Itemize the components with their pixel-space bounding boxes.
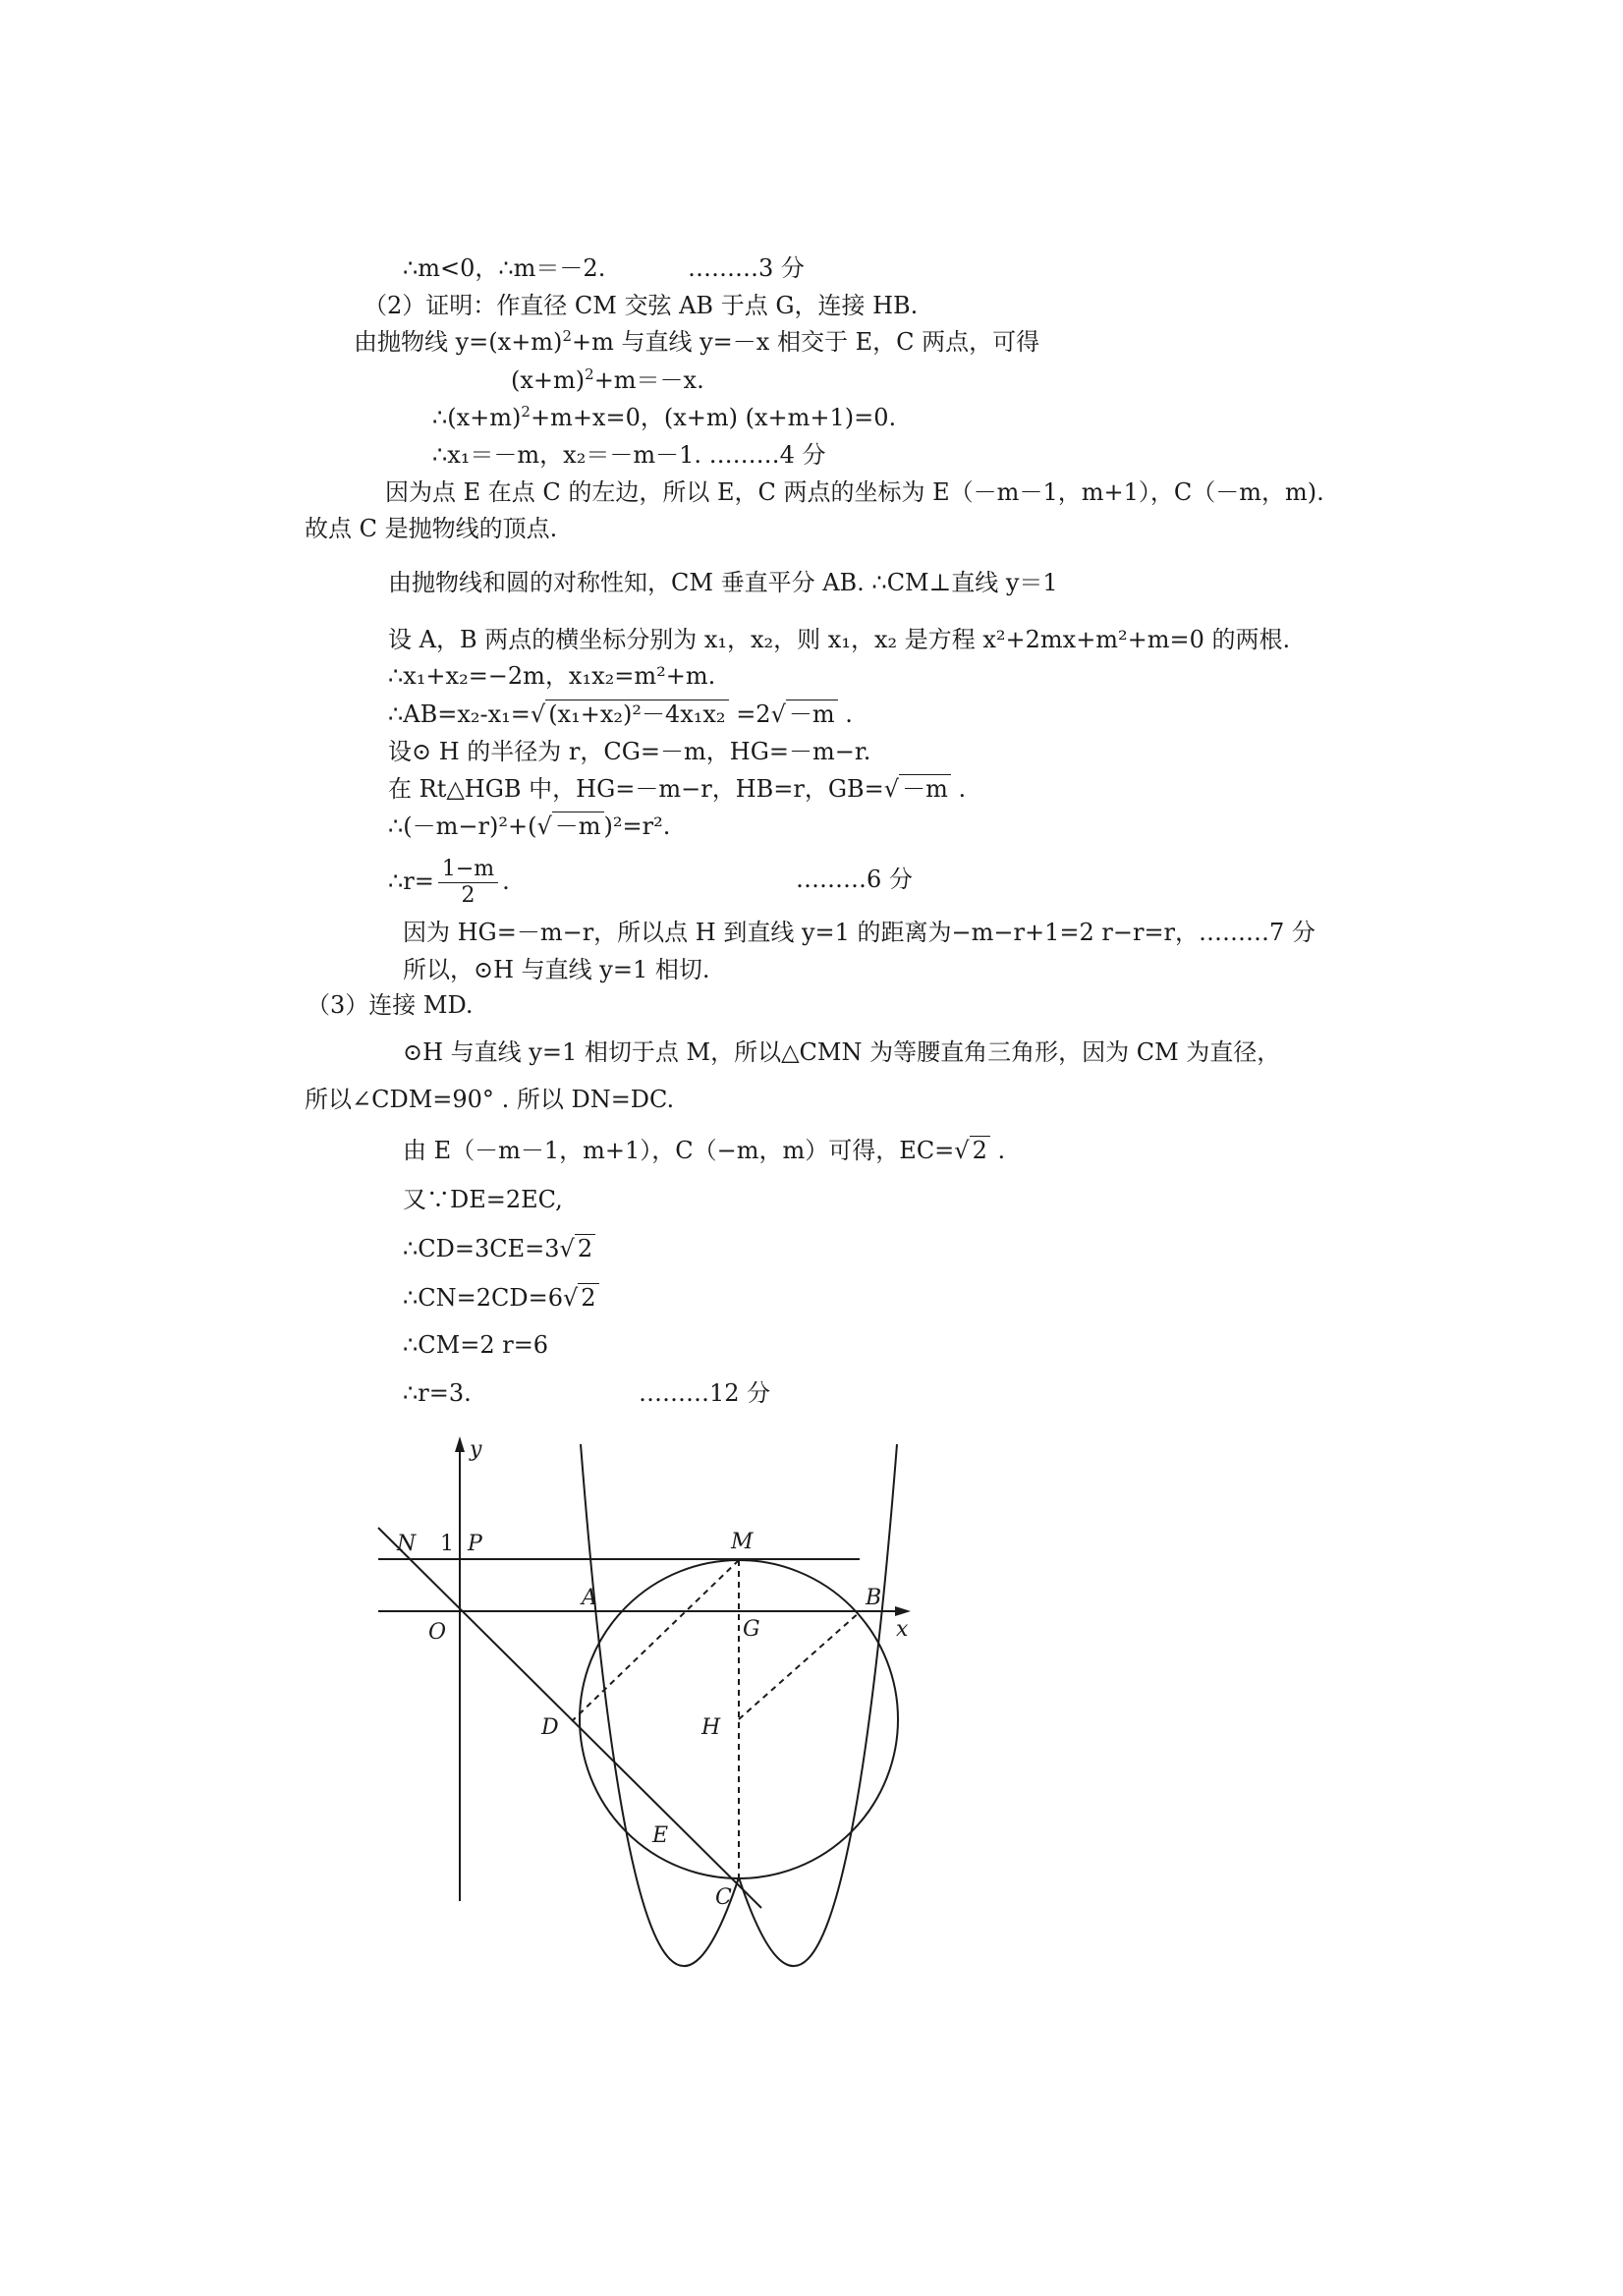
sqrt-content: (x₁+x₂)²－4x₁x₂ (545, 700, 728, 728)
line-22: 由 E（－m－1，m+1），C（−m，m）可得，EC=√ 2 . (403, 1137, 1006, 1164)
numerator: 1−m (438, 857, 498, 883)
text: =2 (736, 700, 771, 728)
text: ∴AB=x₂-x₁= (388, 700, 531, 728)
x-axis-arrow (895, 1606, 911, 1616)
text: +m＝－x. (593, 366, 704, 394)
label-x: x (896, 1617, 909, 1642)
denominator: 2 (461, 883, 476, 908)
sqrt-content: －m (899, 774, 951, 803)
text: 由 E（－m－1，m+1），C（−m，m）可得，EC= (403, 1137, 955, 1164)
line-10: 设 A，B 两点的横坐标分别为 x₁，x₂，则 x₁，x₂ 是方程 x²+2mx+m²+m=0 的两根. (388, 626, 1291, 653)
score-6: ………6 分 (796, 866, 913, 893)
sqrt-content: 2 (575, 1234, 595, 1262)
label-o: O (428, 1620, 447, 1645)
line-7: 因为点 E 在点 C 的左边，所以 E，C 两点的坐标为 E（－m－1，m+1），C（－m，m). (385, 478, 1324, 506)
sqrt-content: －m (786, 700, 838, 728)
line-23: 又∵DE=2EC, (403, 1186, 563, 1213)
line-2: （2）证明：作直径 CM 交弦 AB 于点 G，连接 HB. (364, 292, 919, 319)
score-12: ………12 分 (639, 1379, 771, 1407)
line-25: ∴CN=2CD=6√ 2 (403, 1283, 599, 1313)
text: +m+x=0，(x+m) (x+m+1)=0. (530, 404, 897, 431)
line-18: 所以，⊙H 与直线 y=1 相切. (403, 956, 710, 983)
label-y: y (470, 1437, 482, 1462)
text: (x+m) (511, 366, 586, 394)
sqrt-content: －m (552, 812, 604, 840)
sqrt-content: 2 (578, 1283, 598, 1312)
label-e: E (652, 1823, 669, 1848)
label-g: G (743, 1617, 760, 1642)
line-21: 所以∠CDM=90° . 所以 DN=DC. (305, 1086, 675, 1113)
text: . (958, 775, 967, 803)
text: ∴(x+m) (432, 404, 522, 431)
label-p: P (468, 1532, 482, 1556)
text: 由抛物线 y=(x+m) (354, 328, 563, 356)
line-19: （3）连接 MD. (307, 991, 474, 1019)
line-9: 由抛物线和圆的对称性知，CM 垂直平分 AB. ∴CM⊥直线 y＝1 (388, 569, 1058, 596)
label-d: D (541, 1715, 559, 1740)
line-8: 故点 C 是抛物线的顶点. (305, 515, 558, 542)
line-6: ∴x₁＝－m，x₂＝－m－1. ………4 分 (432, 441, 826, 469)
text: ∴(－m−r)²+( (388, 812, 537, 840)
line-4: $(x+m)^2+m=-x$. (511, 365, 704, 394)
text: ∴m<0，∴m＝－2. (403, 254, 606, 282)
text: . (502, 868, 510, 895)
label-b: B (866, 1586, 882, 1610)
line-14: 在 Rt△HGB 中，HG=－m−r，HB=r，GB=√ －m . (388, 775, 967, 803)
line-15: ∴(－m−r)²+(√ －m )²=r². (388, 812, 671, 840)
y-axis-arrow (455, 1436, 465, 1452)
line-27: ∴r=3. (403, 1379, 472, 1407)
line-11: ∴x₁+x₂=−2m，x₁x₂=m²+m. (388, 662, 716, 690)
label-a: A (582, 1586, 597, 1610)
line-3: 由抛物线 $y=(x+m)^2+m$ 与直线 y=－x 相交于 E，C 两点，可得 (354, 327, 1040, 356)
line-24: ∴CD=3CE=3√ 2 (403, 1234, 595, 1263)
line-13: 设⊙ H 的半径为 r，CG=－m，HG=－m−r. (388, 738, 871, 765)
line-20: ⊙H 与直线 y=1 相切于点 M，所以△CMN 为等腰直角三角形，因为 CM 为直径， (403, 1038, 1281, 1066)
label-m: M (731, 1530, 754, 1554)
text: ∴CN=2CD=6 (403, 1284, 563, 1312)
text: ∴r= (388, 868, 434, 895)
label-c: C (715, 1885, 732, 1910)
line-5: $\therefore(x+m)^2+m+x=0$，(x+m) (x+m+1)=0. (432, 403, 897, 431)
score-3: ………3 分 (688, 254, 805, 282)
text: . (997, 1137, 1006, 1164)
label-one: 1 (440, 1532, 454, 1556)
label-n: N (397, 1532, 417, 1556)
text: . (845, 700, 853, 728)
line-26: ∴CM=2 r=6 (403, 1331, 549, 1359)
text: )²=r². (603, 812, 671, 840)
line-17: 因为 HG=－m−r，所以点 H 到直线 y=1 的距离为−m−r+1=2 r−r=r，………7 分 (403, 919, 1315, 946)
label-h: H (701, 1715, 721, 1740)
text: +m 与直线 y=－x 相交于 E，C 两点，可得 (571, 328, 1040, 356)
sqrt-content: 2 (970, 1136, 990, 1164)
text: 在 Rt△HGB 中，HG=－m−r，HB=r，GB= (388, 775, 884, 803)
line-12: ∴AB=x₂-x₁=√ (x₁+x₂)²－4x₁x₂ =2√ －m . (388, 700, 853, 728)
text: ∴CD=3CE=3 (403, 1235, 560, 1262)
